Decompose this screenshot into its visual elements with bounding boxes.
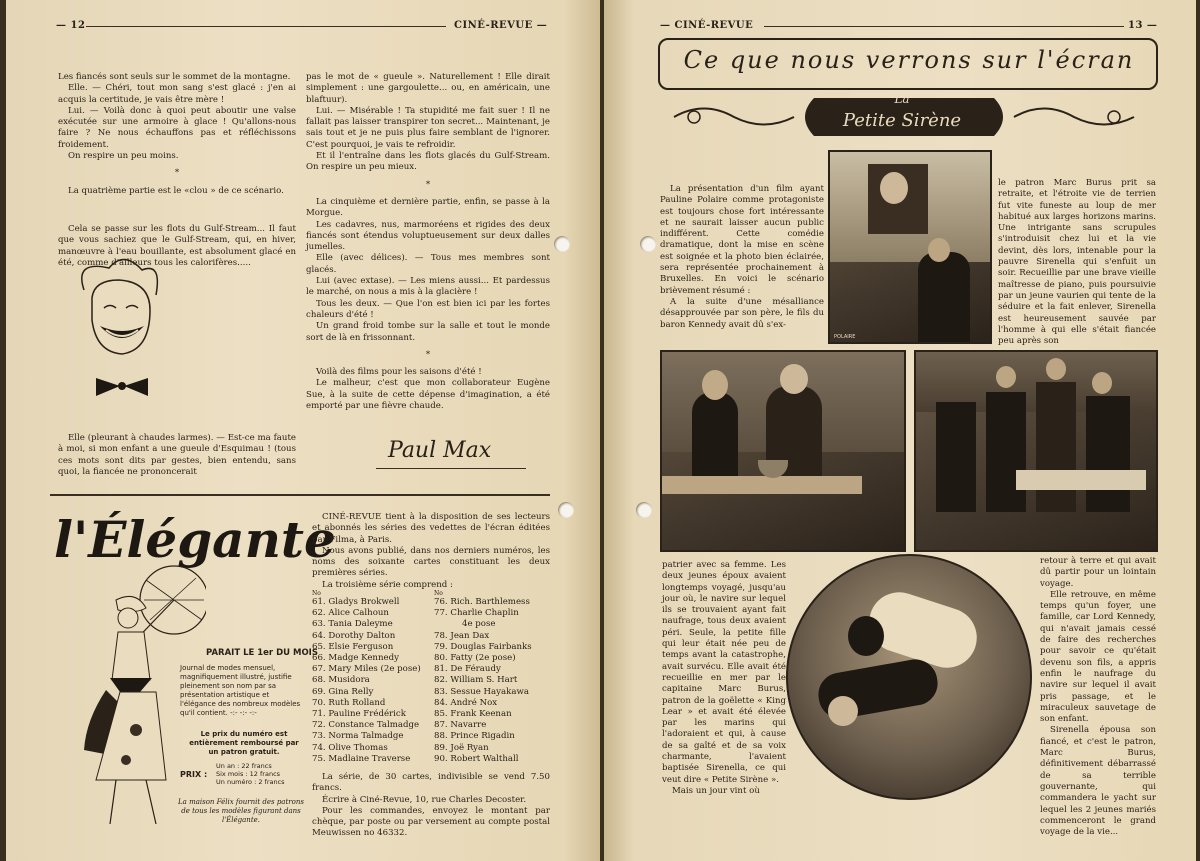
paragraph: Et il l'entraîne dans les flots glacés du Gulf-Stream. On respire un peu mieux. — [306, 151, 550, 173]
ad-price-label: PRIX : — [180, 770, 208, 779]
magazine-name-right: — CINÉ-REVUE — [660, 20, 754, 31]
banner-title: Ce que nous verrons sur l'écran — [683, 46, 1135, 74]
binder-hole — [636, 502, 652, 518]
paragraph: patrier avec sa femme. Les deux jeunes époux avaient longtemps voyagé, jusqu'au jour où, le navire sur lequel ils se trouvaient ayant fait naufrage, tous deux avaient péri. Seule, la petite fille qui leur était née peu de temps avant la catastrophe, avait survécu. Elle avait été recueillie en mer par le capitaine Marc Burus, patron de la goëlette « King Lear » et avait été élevée par les marins qui l'adoraient et qui, à cause de sa gaîté et de sa voix charmante, l'avaient baptisée Sirenella, ce qui veut dire « Petite Sirène ». — [662, 560, 786, 785]
binder-hole — [558, 502, 574, 518]
ad-headline: PARAIT LE 1er DU MOIS — [206, 648, 318, 658]
paragraph: retour à terre et qui avait dû partir pour un lointain voyage. — [1040, 556, 1156, 589]
paragraph: Nous avons publié, dans nos derniers numéros, les noms des soixante cartes constituant les deux premières séries. — [312, 545, 550, 579]
list-item: 73. Norma Talmadge — [312, 731, 404, 742]
article-col1-bottom — [58, 433, 296, 478]
photo-window-scene — [828, 150, 992, 344]
no-label: No — [312, 590, 321, 597]
list-item: 87. Navarre — [434, 720, 487, 731]
paragraph: Mais un jour vint où — [672, 785, 760, 796]
page-number-right: 13 — — [1128, 20, 1158, 31]
bottom-right-column — [1040, 556, 1156, 838]
list-item: 72. Constance Talmadge — [312, 720, 420, 731]
paragraph: Un grand froid tombe sur la salle et tout le monde sort de là en frissonnant. — [306, 321, 550, 343]
film-title: Petite Sirène — [842, 110, 962, 131]
right-column — [998, 178, 1156, 347]
caricature-illustration — [64, 250, 176, 410]
list-item: 4e pose — [462, 619, 496, 630]
header-rule — [764, 26, 1124, 27]
price-line: Six mois : 12 francs — [216, 770, 281, 778]
list-item: 88. Prince Rigadin — [434, 731, 515, 742]
list-item: 71. Pauline Frédérick — [312, 709, 406, 720]
list-item: 67. Mary Miles (2e pose) — [312, 664, 421, 675]
list-item: 81. De Féraudy — [434, 664, 501, 675]
separator-stars: * — [425, 179, 431, 190]
paragraph: Écrire à Ciné-Revue, 10, rue Charles Decoster. — [322, 794, 527, 805]
paragraph: Elle (pleurant à chaudes larmes). — Est-ce ma faute à moi, si mon enfant a une gueule d'Esquimau ! (tous ces mots sont dits par gestes, bien entendu, sans quoi, la fiancée ne prononcerait — [58, 433, 296, 477]
list-item: 76. Rich. Barthlemess — [434, 597, 530, 607]
paragraph: La cinquième et dernière partie, enfin, se passe à la Morgue. — [306, 196, 550, 219]
signature-underline — [376, 468, 526, 469]
list-item: 83. Sessue Hayakawa — [434, 686, 529, 697]
paragraph: La troisième série comprend : — [322, 579, 453, 590]
paragraph: pas le mot de « gueule ». Naturellement ! Elle dirait simplement : une gargoulette... ou, en américain, une blaftuur). — [306, 72, 550, 105]
list-item: 70. Ruth Rolland — [312, 697, 386, 708]
ad-footer: La maison Félix fournit des patrons de tous les modèles figurant dans l'Élégante. — [178, 798, 304, 824]
section-divider — [50, 494, 550, 496]
article-col2 — [306, 72, 550, 412]
left-page — [6, 0, 600, 861]
paragraph: A la suite d'une mésalliance désapprouvée par son père, le fils du baron Kennedy avait dû s'ex- — [660, 296, 824, 330]
author-signature: Paul Max — [388, 438, 492, 463]
paragraph: La série, de 30 cartes, indivisible se vend 7.50 francs. — [312, 772, 550, 794]
paragraph: Lui. — Misérable ! Ta stupidité me fait suer ! Il ne fallait pas laisser transpirer ton secret... Maintenant, je sais tout et je ne puis plus faire semblant de l'ignorer. C'est pourquoi, je vais te refroidir. — [306, 105, 550, 150]
paragraph: La quatrième partie est le «clou » de ce scénario. — [68, 185, 284, 196]
price-line: Un an : 22 francs — [216, 762, 272, 770]
list-item: 82. William S. Hart — [434, 675, 518, 686]
cards-list-b — [434, 590, 532, 765]
article-col1-top — [58, 72, 296, 197]
list-item: 84. André Nox — [434, 697, 498, 708]
list-item: 69. Gina Relly — [312, 686, 374, 697]
paragraph: Elle retrouve, en même temps qu'un foyer, une famille, car Lord Kennedy, qui n'avait jamais cessé de faire des recherches pour savoir ce qu'était devenu son fils, a appris enfin le naufrage du navire sur lequel il avait pris passage, et le miraculeux sauvetage de son enfant. — [1040, 589, 1156, 725]
paragraph: On respire un peu moins. — [68, 151, 179, 162]
paragraph: CINÉ-REVUE tient à la disposition de ses lecteurs et abonnés les séries des vedettes de l'écran éditées par Filma, à Paris. — [312, 512, 550, 545]
paragraph: le patron Marc Burus prit sa retraite, et l'étroite vie de terrien fut vite funeste au loup de mer habitué aux larges horizons marins. Une intrigante sans scrupules s'introduisit chez lui et la vie devint, dès lors, intenable pour la pauvre Sirenella qui s'enfuit un soir. Recueillie par une brave vieille maîtresse de piano, puis poursuivie par un jeune vaurien qui tente de la séduire et la fait enlever, Sirenella est heureusement sauvée par l'homme à qui elle s'était fiancée peu après son — [998, 178, 1156, 347]
list-item: 80. Fatty (2e pose) — [434, 653, 516, 664]
ad-body: Journal de modes mensuel, magnifiquement illustré, justifie pleinement son nom par sa présentation artistique et l'élégance des nombreux modèles qu'il contient. -:- -:- -:- — [180, 664, 301, 717]
separator-stars: * — [174, 168, 180, 179]
list-item: 75. Madlaine Traverse — [312, 753, 411, 764]
photo-dinner-scene — [914, 350, 1158, 552]
photo-credit: POLAIRE — [834, 334, 856, 340]
paragraph: Le malheur, c'est que mon collaborateur Eugène Sue, à la suite de cette dépense d'imagination, a été emporté par une fièvre chaude. — [306, 378, 550, 412]
paragraph: Cela se passe sur les flots du Gulf-Stream... Il faut que vous sachiez que le Gulf-Stream, qui, en hiver, manœuvre à l'eau bouillante, est absolument glacé en été, comme d'ailleurs tous les calorifères..... — [58, 224, 296, 268]
price-line: Un numéro : 2 francs — [216, 778, 285, 786]
paragraph: Les cadavres, nus, marmoréens et rigides des deux fiancés sont étendus voluptueusement sur deux dalles jumelles. — [306, 219, 550, 253]
cards-outro — [312, 772, 550, 840]
header-rule — [86, 26, 446, 27]
separator-stars: * — [425, 349, 431, 360]
page-number-left: — 12 — [56, 20, 86, 31]
cards-list-a — [312, 590, 421, 765]
list-item: 66. Madge Kennedy — [312, 653, 399, 664]
list-item: 85. Frank Keenan — [434, 709, 512, 720]
photo-kitchen-scene — [660, 350, 906, 552]
binder-hole — [554, 236, 570, 252]
list-item: 74. Olive Thomas — [312, 742, 388, 753]
list-item: 89. Joë Ryan — [434, 742, 489, 753]
paragraph: Les fiancés sont seuls sur le sommet de la montagne. — [58, 72, 291, 82]
ad-refund: Le prix du numéro est entièrement remboursé par un patron gratuit. — [189, 730, 299, 756]
cards-intro — [312, 512, 550, 591]
list-item: 68. Musidora — [312, 675, 370, 686]
list-item: 90. Robert Walthall — [434, 753, 519, 764]
list-item: 61. Gladys Brokwell — [312, 597, 400, 607]
list-item: 78. Jean Dax — [434, 630, 490, 641]
list-item: 79. Douglas Fairbanks — [434, 641, 532, 652]
list-item: 63. Tania Daleyme — [312, 619, 393, 630]
paragraph: Lui (avec extase). — Les miens aussi... Et pardessus le marché, on nous a mis à la glacière ! — [306, 276, 550, 298]
paragraph: Pour les commandes, envoyez le montant par chèque, par poste ou par versement au compte postal Meuwissen no 46332. — [312, 805, 550, 839]
list-item: 77. Charlie Chaplin — [434, 608, 519, 619]
film-title-article: La — [894, 92, 910, 106]
ad-brand-title: l'Élégante — [54, 510, 336, 569]
paragraph: Elle (avec délices). — Tous mes membres sont glacés. — [306, 253, 550, 275]
list-item: 62. Alice Calhoun — [312, 608, 389, 619]
paragraph: Lui. — Voilà donc à quoi peut aboutir une valse exécutée sur une armoire à glace ! Qu'allons-nous faire ? Ne nous échauffons pas et réfléchissons froidement. — [58, 105, 296, 150]
list-item: 64. Dorothy Dalton — [312, 630, 396, 641]
paragraph: Sirenella épousa son fiancé, et c'est le patron, Marc Burus, définitivement débarrassé de sa terrible gouvernante, qui commandera le yacht sur lequel les 2 jeunes mariés commenceront le grand voyage de la vie... — [1040, 725, 1156, 838]
magazine-name-left: CINÉ-REVUE — — [454, 20, 548, 31]
photo-circular-scene — [786, 554, 1032, 800]
paragraph: Voilà des films pour les saisons d'été ! — [316, 367, 482, 378]
paragraph: Tous les deux. — Que l'on est bien ici par les fortes chaleurs d'été ! — [306, 298, 550, 320]
binder-hole — [640, 236, 656, 252]
intro-column — [660, 184, 824, 331]
bottom-left-column — [662, 560, 786, 797]
paragraph: Elle. — Chéri, tout mon sang s'est glacé : j'en ai acquis la certitude, je vais être mère ! — [58, 83, 296, 105]
ad-prices — [216, 762, 285, 786]
no-label: No — [434, 590, 443, 597]
paragraph: La présentation d'un film ayant Pauline Polaire comme protagoniste est toujours chose fort intéressante et ne saurait laisser aucun public indifférent. Cette comédie dramatique, dont la mise en scène est soignée et la photo bien éclairée, sera représentée prochainement à Bruxelles. En voici le scénario brièvement résumé : — [660, 184, 824, 296]
list-item: 65. Elsie Ferguson — [312, 641, 394, 652]
right-page — [604, 0, 1196, 861]
